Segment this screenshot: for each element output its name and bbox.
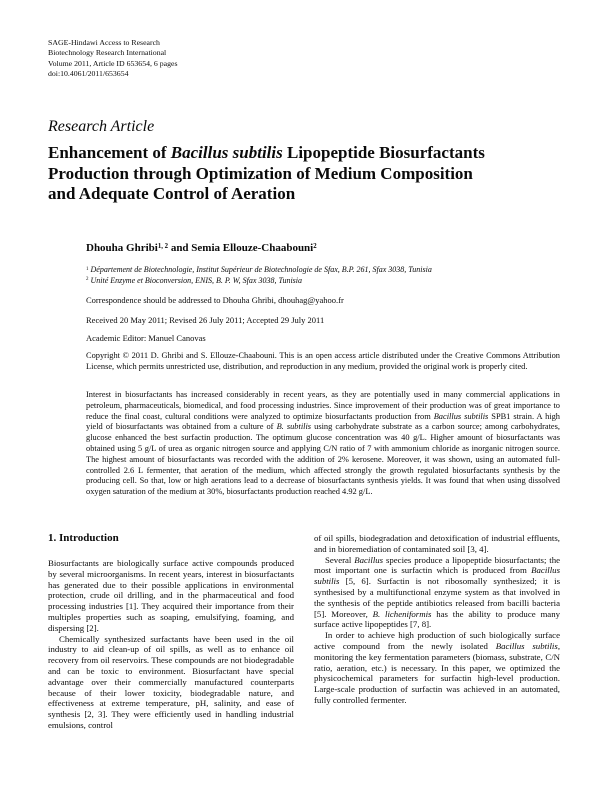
affiliations-block (86, 265, 432, 286)
header-line-doi: doi:10.4061/2011/653654 (48, 68, 129, 78)
academic-editor-line: Academic Editor: Manuel Canovas (86, 333, 206, 343)
body-paragraph: Chemically synthesized surfactants have been used in the oil industry to aid clean-up of oil spills, as well as to enhance oil recovery from oil reservoirs. These compounds are not biodegradable and can be toxic to environment. Biosurfactant have special advantage over their commercially manufactured counterparts because of their lower toxicity, biodegradable nature, and effectiveness at extreme temperature, pH, salinity, and ease of synthesis [2, 3]. They were efficiently used in handling industrial emulsions, control (48, 633, 294, 730)
article-type-label: Research Article (48, 118, 155, 135)
body-paragraph: of oil spills, biodegradation and detoxification of industrial effluents, and in bioremediation of contaminated soil [3, 4]. (314, 533, 560, 554)
publisher-header (48, 38, 178, 79)
affiliation-1: $^1$ Département de Biotechnologie, Institut Supérieur de Biotechnologie de Sfax, B.P. 261, Sfax 3038, Tunisia (86, 265, 432, 274)
affiliation-2: $^2$ Unité Enzyme et Bioconversion, ENIS, B. P. W, Sfax 3038, Tunisia (86, 275, 303, 285)
body-paragraph: Biosurfactants are biologically surface active compounds produced by several microorganisms. In recent years, interest in biosurfactants has generated due to their possible applications in environmental protection, crude oil drilling, and in the pharmaceutical and food processing industries [1]. They acquired their importance from their multiples properties such as soaping, emulsifying, foaming, and dispersing [2]. (48, 558, 294, 633)
authors-line: Dhouha Ghribi$^{1, 2}$ and Semia Ellouze-Chaabouni$^2$ (86, 242, 317, 254)
header-line-volume: Volume 2011, Article ID 653654, 6 pages (48, 58, 178, 68)
left-column (48, 532, 294, 731)
body-paragraph: Several Bacillus species produce a lipopeptide biosurfactants; the most important one is surfactin which is produced from Bacillus subtilis [5, 6]. Surfactin is not ribosomally synthesized; it is synthesised by a multifunctional enzyme system as that involved in the synthesis of the peptide antibiotics released from bacilli bacteria [5]. Moreover, B. licheniformis has the ability to produce many surface active lipopeptides [7, 8]. (314, 554, 561, 630)
section-heading-introduction: 1. Introduction (48, 532, 119, 544)
article-title: Enhancement of Bacillus subtilis Lipopeptide Biosurfactants Production through Optimization of Medium Composition and Adequate Control of Aeration (48, 143, 485, 203)
correspondence-line: Correspondence should be addressed to Dhouha Ghribi, dhouhag@yahoo.fr (86, 295, 344, 305)
copyright-notice: Copyright © 2011 D. Ghribi and S. Ellouze-Chaabouni. This is an open access article distributed under the Creative Commons Attribution License, which permits unrestricted use, distribution, and reproduction in any medium, provided the original work is properly cited. (86, 351, 560, 371)
abstract-text: Interest in biosurfactants has increased considerably in recent years, as they are potentially used in many commercial applications in petroleum, pharmaceuticals, biomedical, and food processing industries. Since improvement of their production was of great importance to reduce the final coast, cultural conditions were analyzed to optimize biosurfactants production from Bacillus subtilis SPB1 strain. A high yield of biosurfactants was obtained from a culture of B. subtilis using carbohydrate substrate as a carbon source; among carbohydrates, glucose enhanced the best surfactin production. The optimum glucose concentration was 40 g/L. Higher amount of biosurfactants was obtained using 5 g/L of urea as organic nitrogen source and applying C/N ratio of 7 with ammonium chloride as inorganic nitrogen source. The highest amount of biosurfactants was recorded with the addition of 2% kerosene. Moreover, it was shown, using an automated full-controlled 2.6 L fermenter, that aeration of the medium, which affected strongly the growth regulated biosurfactants synthesis by the producing cell. So that, low or high aerations lead to a decrease of biosurfactants synthesis yields. It was found that when using dissolved oxygen saturation of the medium at 30%, biosurfactants production reached 4.92 g/L. (86, 390, 560, 497)
header-line-journal: Biotechnology Research International (48, 48, 167, 58)
right-column (314, 532, 560, 731)
header-line-publisher: SAGE-Hindawi Access to Research (48, 38, 160, 47)
body-paragraph: In order to achieve high production of such biologically surface active compound from the newly isolated Bacillus subtilis, monitoring the key fermentation parameters (biomass, substrate, C/N ratio, aeration, etc.) is necessary. In this paper, we optimized the physicochemical parameters for surfactin high-level production. Large-scale production of surfactin was achieved in an automated, fully controlled fermenter. (314, 630, 561, 705)
dates-line: Received 20 May 2011; Revised 26 July 2011; Accepted 29 July 2011 (86, 315, 325, 325)
introduction-section (48, 532, 560, 731)
